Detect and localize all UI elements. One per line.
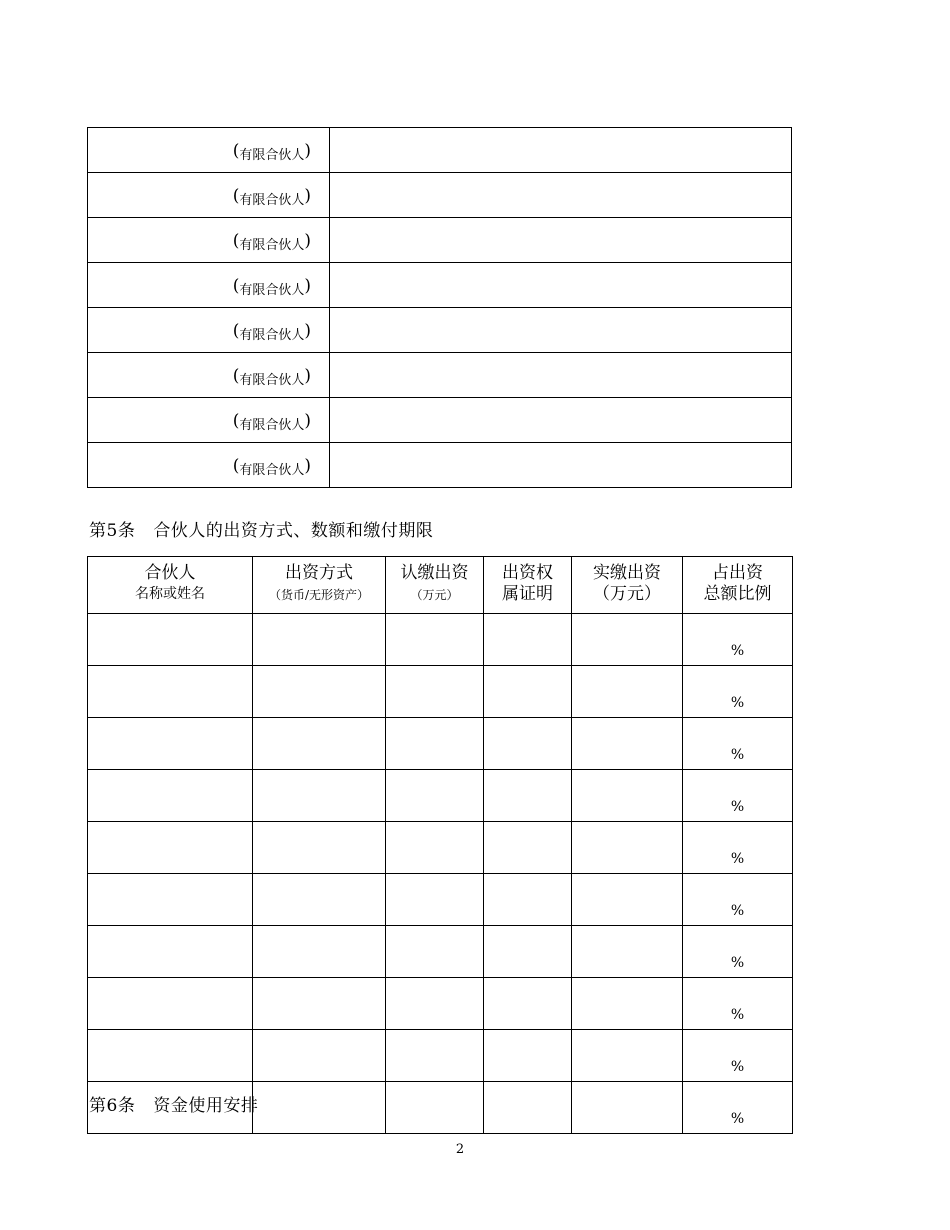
ratio-cell[interactable] — [683, 874, 793, 926]
contribution-method-cell[interactable] — [253, 874, 386, 926]
header-contribution-method: 出资方式 （货币/无形资产） — [253, 557, 386, 614]
ownership-proof-cell[interactable] — [484, 822, 572, 874]
paid-capital-cell[interactable] — [572, 874, 683, 926]
contribution-row — [88, 978, 793, 1030]
subscribed-capital-cell[interactable] — [386, 614, 484, 666]
percent-sign: % — [730, 799, 745, 815]
ownership-proof-cell[interactable] — [484, 978, 572, 1030]
ownership-proof-cell[interactable] — [484, 1030, 572, 1082]
paid-capital-cell[interactable] — [572, 718, 683, 770]
partner-name-cell[interactable] — [330, 443, 792, 488]
partner-name-cell[interactable] — [88, 614, 253, 666]
ratio-cell[interactable] — [683, 1082, 793, 1134]
partner-name-cell[interactable] — [330, 398, 792, 443]
limited-partner-table — [87, 127, 792, 488]
contribution-row — [88, 926, 793, 978]
partner-type-cell — [88, 308, 330, 353]
subscribed-capital-cell[interactable] — [386, 926, 484, 978]
section-5-title: 合伙人的出资方式、数额和缴付期限 — [153, 521, 434, 541]
partner-name-cell[interactable] — [88, 874, 253, 926]
partner-type-label: (有限合伙人) — [232, 276, 311, 298]
contribution-method-cell[interactable] — [253, 822, 386, 874]
ownership-proof-cell[interactable] — [484, 1082, 572, 1134]
partner-type-label: (有限合伙人) — [232, 411, 311, 433]
contribution-row — [88, 822, 793, 874]
partner-name-cell[interactable] — [88, 770, 253, 822]
partner-type-cell — [88, 218, 330, 263]
subscribed-capital-cell[interactable] — [386, 978, 484, 1030]
percent-sign: % — [730, 747, 745, 763]
paid-capital-cell[interactable] — [572, 822, 683, 874]
ownership-proof-cell[interactable] — [484, 666, 572, 718]
paid-capital-cell[interactable] — [572, 666, 683, 718]
partner-name-cell[interactable] — [88, 926, 253, 978]
contribution-method-cell[interactable] — [253, 770, 386, 822]
limited-partner-row — [88, 218, 792, 263]
contribution-method-cell[interactable] — [253, 978, 386, 1030]
paid-capital-cell[interactable] — [572, 614, 683, 666]
partner-type-label: (有限合伙人) — [232, 186, 311, 208]
partner-name-cell[interactable] — [88, 822, 253, 874]
limited-partner-row — [88, 128, 792, 173]
contribution-method-cell[interactable] — [253, 614, 386, 666]
contribution-method-cell[interactable] — [253, 926, 386, 978]
header-ownership-proof: 出资权 属证明 — [484, 557, 572, 614]
subscribed-capital-cell[interactable] — [386, 666, 484, 718]
limited-partner-row — [88, 263, 792, 308]
subscribed-capital-cell[interactable] — [386, 1030, 484, 1082]
partner-name-cell[interactable] — [88, 1030, 253, 1082]
ratio-cell[interactable] — [683, 822, 793, 874]
partner-name-cell[interactable] — [330, 353, 792, 398]
ratio-cell[interactable] — [683, 1030, 793, 1082]
percent-sign: % — [730, 903, 745, 919]
contribution-row — [88, 614, 793, 666]
subscribed-capital-cell[interactable] — [386, 874, 484, 926]
limited-partner-row — [88, 308, 792, 353]
partner-type-cell — [88, 263, 330, 308]
partner-type-cell — [88, 443, 330, 488]
partner-type-cell — [88, 128, 330, 173]
ownership-proof-cell[interactable] — [484, 614, 572, 666]
contribution-row — [88, 874, 793, 926]
partner-name-cell[interactable] — [330, 173, 792, 218]
contribution-method-cell[interactable] — [253, 666, 386, 718]
limited-partner-row — [88, 443, 792, 488]
percent-sign: % — [730, 643, 745, 659]
ownership-proof-cell[interactable] — [484, 718, 572, 770]
partner-name-cell[interactable] — [88, 978, 253, 1030]
partner-name-cell[interactable] — [330, 128, 792, 173]
header-paid-capital: 实缴出资 （万元） — [572, 557, 683, 614]
paid-capital-cell[interactable] — [572, 978, 683, 1030]
contribution-row — [88, 666, 793, 718]
partner-type-cell — [88, 353, 330, 398]
section-6-heading — [89, 1091, 258, 1116]
page-number: 2 — [455, 1142, 465, 1157]
subscribed-capital-cell[interactable] — [386, 822, 484, 874]
ratio-cell[interactable] — [683, 770, 793, 822]
header-subscribed-capital: 认缴出资 （万元） — [386, 557, 484, 614]
ownership-proof-cell[interactable] — [484, 874, 572, 926]
contribution-row — [88, 770, 793, 822]
partner-name-cell[interactable] — [330, 218, 792, 263]
section-6-number: 第6条 — [89, 1096, 136, 1116]
percent-sign: % — [730, 1059, 745, 1075]
ratio-cell[interactable] — [683, 614, 793, 666]
partner-name-cell[interactable] — [88, 718, 253, 770]
contribution-table — [87, 556, 793, 1134]
section-5-number: 第5条 — [89, 521, 136, 541]
partner-type-label: (有限合伙人) — [232, 141, 311, 163]
contribution-method-cell[interactable] — [253, 1082, 386, 1134]
header-partner-name: 合伙人 名称或姓名 — [88, 557, 253, 614]
partner-type-cell — [88, 398, 330, 443]
contribution-method-cell[interactable] — [253, 1030, 386, 1082]
subscribed-capital-cell[interactable] — [386, 718, 484, 770]
limited-partner-row — [88, 398, 792, 443]
partner-name-cell[interactable] — [330, 308, 792, 353]
paid-capital-cell[interactable] — [572, 1030, 683, 1082]
contribution-row — [88, 1030, 793, 1082]
ratio-cell[interactable] — [683, 926, 793, 978]
contribution-header-row — [88, 557, 793, 614]
percent-sign: % — [730, 1111, 745, 1127]
partner-name-cell[interactable] — [330, 263, 792, 308]
ownership-proof-cell[interactable] — [484, 926, 572, 978]
limited-partner-row — [88, 353, 792, 398]
partner-type-label: (有限合伙人) — [232, 456, 311, 478]
contribution-method-cell[interactable] — [253, 718, 386, 770]
partner-type-label: (有限合伙人) — [232, 366, 311, 388]
percent-sign: % — [730, 851, 745, 867]
percent-sign: % — [730, 695, 745, 711]
subscribed-capital-cell[interactable] — [386, 1082, 484, 1134]
limited-partner-row — [88, 173, 792, 218]
ownership-proof-cell[interactable] — [484, 770, 572, 822]
partner-type-cell — [88, 173, 330, 218]
paid-capital-cell[interactable] — [572, 926, 683, 978]
paid-capital-cell[interactable] — [572, 770, 683, 822]
subscribed-capital-cell[interactable] — [386, 770, 484, 822]
ratio-cell[interactable] — [683, 978, 793, 1030]
percent-sign: % — [730, 955, 745, 971]
contribution-row — [88, 718, 793, 770]
partner-type-label: (有限合伙人) — [232, 231, 311, 253]
header-contribution-ratio: 占出资 总额比例 — [683, 557, 793, 614]
ratio-cell[interactable] — [683, 718, 793, 770]
partner-type-label: (有限合伙人) — [232, 321, 311, 343]
ratio-cell[interactable] — [683, 666, 793, 718]
percent-sign: % — [730, 1007, 745, 1023]
paid-capital-cell[interactable] — [572, 1082, 683, 1134]
section-6-title: 资金使用安排 — [153, 1096, 259, 1116]
partner-name-cell[interactable] — [88, 666, 253, 718]
section-5-heading — [89, 516, 433, 541]
